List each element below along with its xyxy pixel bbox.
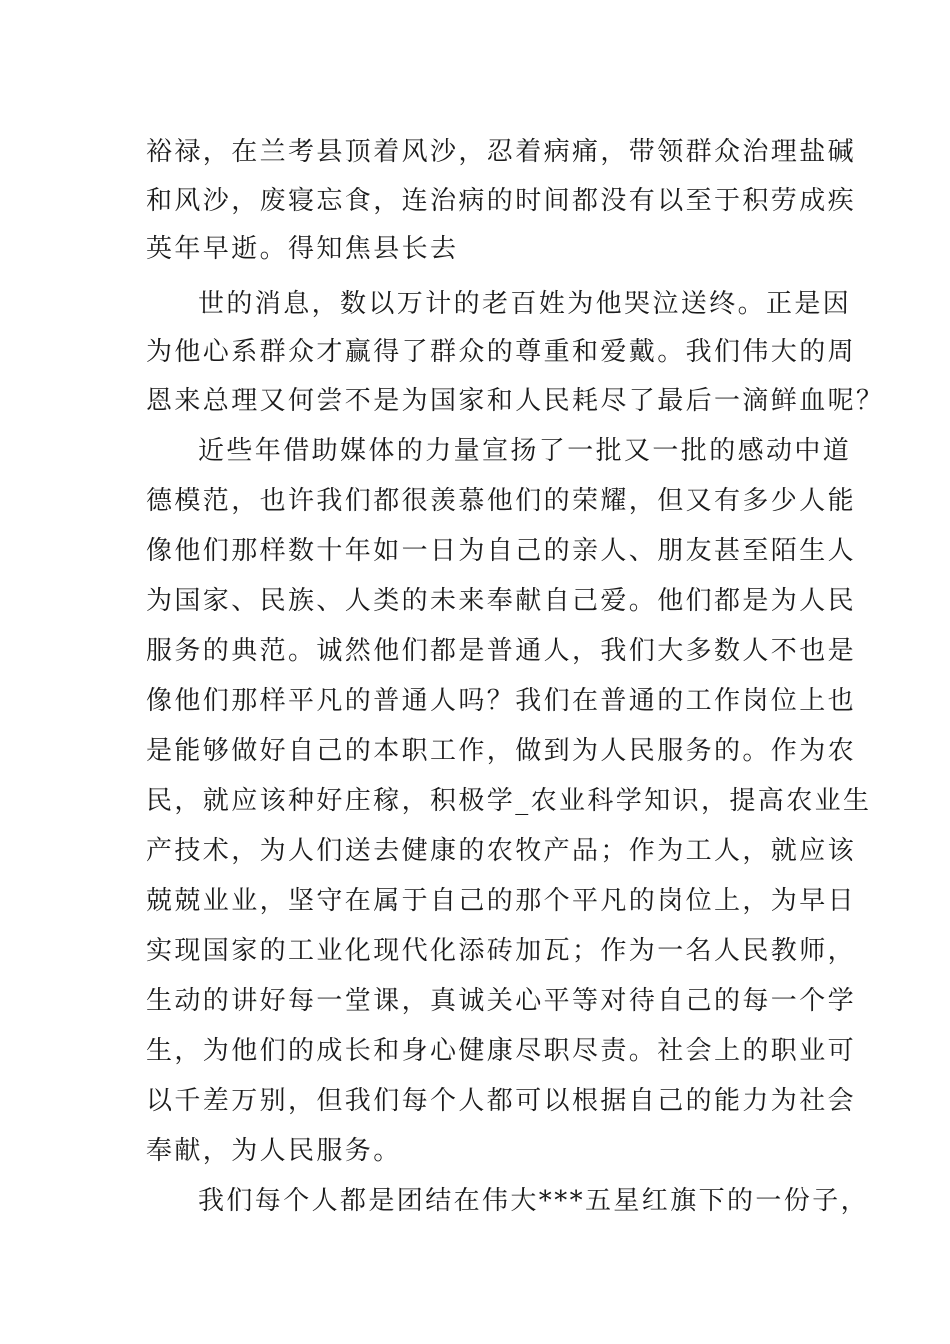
text-line: 近些年借助媒体的力量宣扬了一批又一批的感动中道 — [198, 436, 852, 466]
text-line: 恩来总理又何尝不是为国家和人民耗尽了最后一滴鲜血呢？ — [146, 386, 885, 416]
text-line: 生，为他们的成长和身心健康尽职尽责。社会上的职业可 — [146, 1036, 857, 1066]
text-line: 生动的讲好每一堂课，真诚关心平等对待自己的每一个学 — [146, 986, 857, 1016]
text-line: 兢兢业业，坚守在属于自己的那个平凡的岗位上，为早日 — [146, 886, 857, 916]
text-line: 为他心系群众才赢得了群众的尊重和爱戴。我们伟大的周 — [146, 337, 857, 367]
text-line: 像他们那样数十年如一日为自己的亲人、朋友甚至陌生人 — [146, 536, 857, 566]
text-line: 英年早逝。得知焦县长去 — [146, 234, 459, 264]
text-line: 裕禄，在兰考县顶着风沙，忍着病痛，带领群众治理盐碱 — [146, 137, 857, 167]
text-line: 世的消息，数以万计的老百姓为他哭泣送终。正是因 — [198, 289, 852, 319]
text-line: 我们每个人都是团结在伟大***五星红旗下的一份子， — [198, 1186, 870, 1216]
text-line: 是能够做好自己的本职工作，做到为人民服务的。作为农 — [146, 736, 857, 766]
text-line: 民，就应该种好庄稼，积极学_农业科学知识，提高农业生 — [146, 786, 872, 816]
text-line: 以千差万别，但我们每个人都可以根据自己的能力为社会 — [146, 1086, 857, 1116]
text-line: 服务的典范。诚然他们都是普通人，我们大多数人不也是 — [146, 636, 857, 666]
text-line: 实现国家的工业化现代化添砖加瓦；作为一名人民教师， — [146, 936, 857, 966]
text-line: 像他们那样平凡的普通人吗？我们在普通的工作岗位上也 — [146, 686, 857, 716]
text-line: 奉献，为人民服务。 — [146, 1136, 402, 1166]
text-line: 为国家、民族、人类的未来奉献自己爱。他们都是为人民 — [146, 586, 857, 616]
text-line: 产技术，为人们送去健康的农牧产品；作为工人，就应该 — [146, 836, 857, 866]
text-line: 和风沙，废寝忘食，连治病的时间都没有以至于积劳成疾 — [146, 186, 857, 216]
text-line: 德模范，也许我们都很羡慕他们的荣耀，但又有多少人能 — [146, 486, 857, 516]
